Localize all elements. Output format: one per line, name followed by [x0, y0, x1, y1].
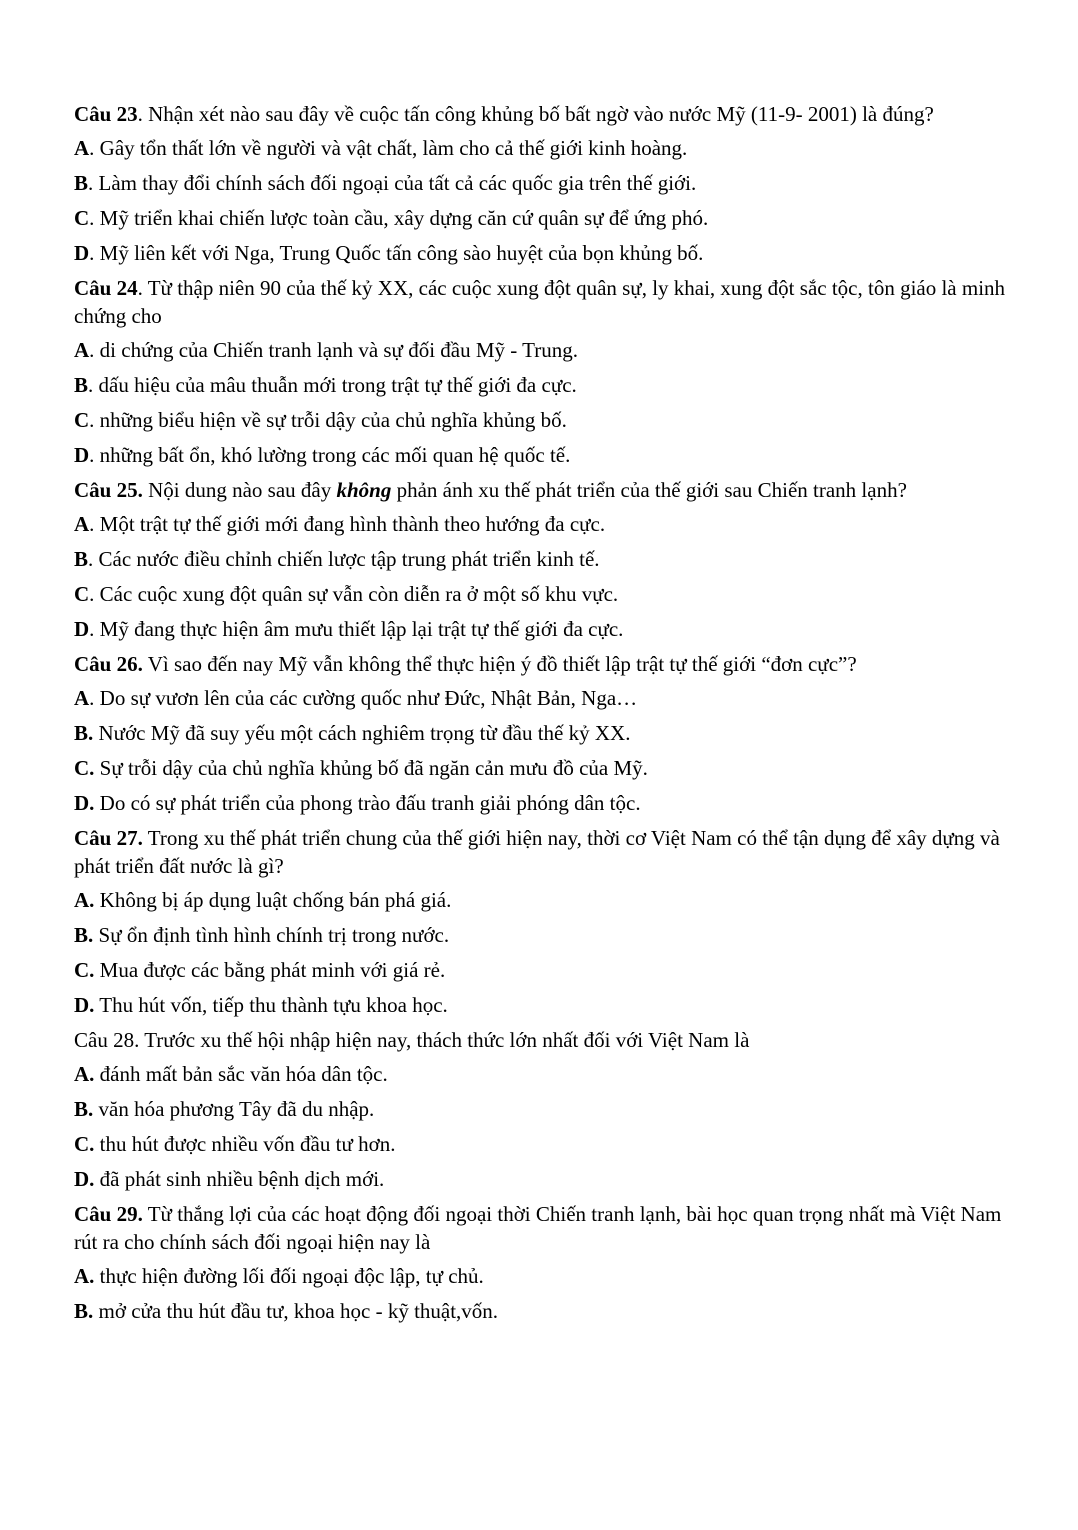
option-text: dấu hiệu của mâu thuẫn mới trong trật tự thế giới đa cực. [93, 373, 577, 397]
option-c [74, 956, 1014, 984]
option-c [74, 580, 1014, 608]
option-letter: C. [74, 958, 95, 982]
option-b [74, 1297, 1014, 1325]
option-text: những biểu hiện về sự trỗi dậy của chủ nghĩa khủng bố. [94, 408, 567, 432]
option-d [74, 789, 1014, 817]
option-b [74, 371, 1014, 399]
option-sep: . [89, 443, 95, 467]
option-text: Sự ổn định tình hình chính trị trong nước. [93, 923, 450, 947]
question-text: Từ thắng lợi của các hoạt động đối ngoại thời Chiến tranh lạnh, bài học quan trọng nhất mà Việt Nam rút ra cho chính sách đối ngoại hiện nay là [74, 1202, 1002, 1254]
option-a [74, 336, 1014, 364]
option-letter: A. [74, 888, 95, 912]
option-a [74, 1262, 1014, 1290]
option-sep: . [89, 408, 95, 432]
question-label: Câu 26. [74, 652, 143, 676]
option-letter: B. [74, 721, 94, 745]
question-label: Câu 29. [74, 1202, 143, 1226]
question-stem [74, 1200, 1014, 1256]
option-letter: A [74, 338, 90, 362]
option-text: Các nước điều chỉnh chiến lược tập trung phát triển kinh tế. [93, 547, 600, 571]
option-text: Do sự vươn lên của các cường quốc như Đức, Nhật Bản, Nga… [94, 686, 638, 710]
option-letter: B [74, 373, 89, 397]
option-sep: . [89, 686, 95, 710]
option-d [74, 615, 1014, 643]
option-letter: D. [74, 791, 95, 815]
question-text: Vì sao đến nay Mỹ vẫn không thể thực hiện ý đồ thiết lập trật tự thế giới “đơn cực”? [142, 652, 857, 676]
option-letter: D [74, 443, 90, 467]
option-d [74, 441, 1014, 469]
question-stem [74, 476, 1014, 504]
option-text: Làm thay đổi chính sách đối ngoại của tất cả các quốc gia trên thế giới. [93, 171, 697, 195]
question-28 [74, 1026, 1014, 1193]
question-text-rest: phản ánh xu thế phát triển của thế giới sau Chiến tranh lạnh? [391, 478, 907, 502]
option-sep: . [89, 617, 95, 641]
option-text: di chứng của Chiến tranh lạnh và sự đối đầu Mỹ - Trung. [94, 338, 578, 362]
question-label: Câu 23 [74, 102, 138, 126]
question-stem [74, 100, 1014, 128]
option-d [74, 239, 1014, 267]
option-text: mở cửa thu hút đầu tư, khoa học - kỹ thuật,vốn. [93, 1299, 499, 1323]
option-letter: C. [74, 1132, 95, 1156]
question-label: Câu 25. [74, 478, 143, 502]
option-c [74, 1130, 1014, 1158]
option-letter: C [74, 206, 90, 230]
option-letter: C [74, 408, 90, 432]
option-a [74, 886, 1014, 914]
option-text: Nước Mỹ đã suy yếu một cách nghiêm trọng từ đầu thế kỷ XX. [93, 721, 631, 745]
option-text: Các cuộc xung đột quân sự vẫn còn diễn ra ở một số khu vực. [94, 582, 619, 606]
option-letter: A [74, 686, 90, 710]
option-text: Sự trỗi dậy của chủ nghĩa khủng bố đã ngăn cản mưu đồ của Mỹ. [94, 756, 648, 780]
question-29 [74, 1200, 1014, 1325]
option-letter: A [74, 512, 90, 536]
option-letter: B. [74, 1097, 94, 1121]
question-24 [74, 274, 1014, 469]
option-sep: . [89, 582, 95, 606]
option-a [74, 510, 1014, 538]
question-emphasis: không [336, 478, 392, 502]
option-text: Mua được các bằng phát minh với giá rẻ. [94, 958, 446, 982]
option-text: Mỹ đang thực hiện âm mưu thiết lập lại trật tự thế giới đa cực. [94, 617, 624, 641]
option-letter: B [74, 171, 89, 195]
option-text: Mỹ liên kết với Nga, Trung Quốc tấn công sào huyệt của bọn khủng bố. [94, 241, 704, 265]
question-text: Từ thập niên 90 của thế kỷ XX, các cuộc xung đột quân sự, ly khai, xung đột sắc tộc, tôn giáo là minh chứng cho [74, 276, 1006, 328]
option-text: Thu hút vốn, tiếp thu thành tựu khoa học. [94, 993, 448, 1017]
option-b [74, 1095, 1014, 1123]
option-letter: D. [74, 993, 95, 1017]
option-letter: D. [74, 1167, 95, 1191]
question-stem [74, 824, 1014, 880]
option-sep: . [89, 136, 95, 160]
question-stem [74, 1026, 1014, 1054]
option-letter: D [74, 241, 90, 265]
option-text: Một trật tự thế giới mới đang hình thành theo hướng đa cực. [94, 512, 606, 536]
question-text: Trong xu thế phát triển chung của thế giới hiện nay, thời cơ Việt Nam có thể tận dụng để xây dựng và phát triển đất nước là gì? [74, 826, 1000, 878]
option-sep: . [89, 512, 95, 536]
question-stem [74, 650, 1014, 678]
option-b [74, 921, 1014, 949]
option-letter: B. [74, 1299, 94, 1323]
question-label: Câu 24 [74, 276, 138, 300]
option-c [74, 754, 1014, 782]
option-b [74, 719, 1014, 747]
option-b [74, 545, 1014, 573]
question-stem [74, 274, 1014, 330]
option-text: thực hiện đường lối đối ngoại độc lập, tự chủ. [94, 1264, 484, 1288]
option-letter: B. [74, 923, 94, 947]
question-text: Nhận xét nào sau đây về cuộc tấn công khủng bố bất ngờ vào nước Mỹ (11-9- 2001) là đúng? [142, 102, 934, 126]
question-26 [74, 650, 1014, 817]
option-text: Mỹ triển khai chiến lược toàn cầu, xây dựng căn cứ quân sự để ứng phó. [94, 206, 709, 230]
option-letter: D [74, 617, 90, 641]
option-text: đã phát sinh nhiều bệnh dịch mới. [94, 1167, 385, 1191]
question-27 [74, 824, 1014, 1019]
option-b [74, 169, 1014, 197]
question-23 [74, 100, 1014, 267]
question-25 [74, 476, 1014, 643]
option-text: Gây tổn thất lớn về người và vật chất, làm cho cả thế giới kinh hoàng. [94, 136, 688, 160]
option-a [74, 1060, 1014, 1088]
option-text: văn hóa phương Tây đã du nhập. [93, 1097, 375, 1121]
question-text: Câu 28. Trước xu thế hội nhập hiện nay, thách thức lớn nhất đối với Việt Nam là [74, 1028, 750, 1052]
document-page [74, 100, 1014, 1332]
option-letter: A. [74, 1264, 95, 1288]
option-text: những bất ổn, khó lường trong các mối quan hệ quốc tế. [94, 443, 571, 467]
option-text: đánh mất bản sắc văn hóa dân tộc. [94, 1062, 388, 1086]
option-sep: . [89, 206, 95, 230]
option-a [74, 684, 1014, 712]
option-sep: . [89, 241, 95, 265]
option-sep: . [88, 547, 94, 571]
question-label-sep: . [137, 276, 143, 300]
question-label: Câu 27. [74, 826, 143, 850]
option-sep: . [88, 373, 94, 397]
option-a [74, 134, 1014, 162]
option-text: thu hút được nhiều vốn đầu tư hơn. [94, 1132, 396, 1156]
option-d [74, 1165, 1014, 1193]
option-text: Do có sự phát triển của phong trào đấu tranh giải phóng dân tộc. [94, 791, 641, 815]
option-c [74, 406, 1014, 434]
option-letter: A [74, 136, 90, 160]
option-letter: C. [74, 756, 95, 780]
option-text: Không bị áp dụng luật chống bán phá giá. [94, 888, 452, 912]
option-c [74, 204, 1014, 232]
option-d [74, 991, 1014, 1019]
option-sep: . [88, 171, 94, 195]
question-label-sep: . [137, 102, 143, 126]
option-sep: . [89, 338, 95, 362]
option-letter: B [74, 547, 89, 571]
question-text: Nội dung nào sau đây [142, 478, 337, 502]
option-letter: A. [74, 1062, 95, 1086]
option-letter: C [74, 582, 90, 606]
